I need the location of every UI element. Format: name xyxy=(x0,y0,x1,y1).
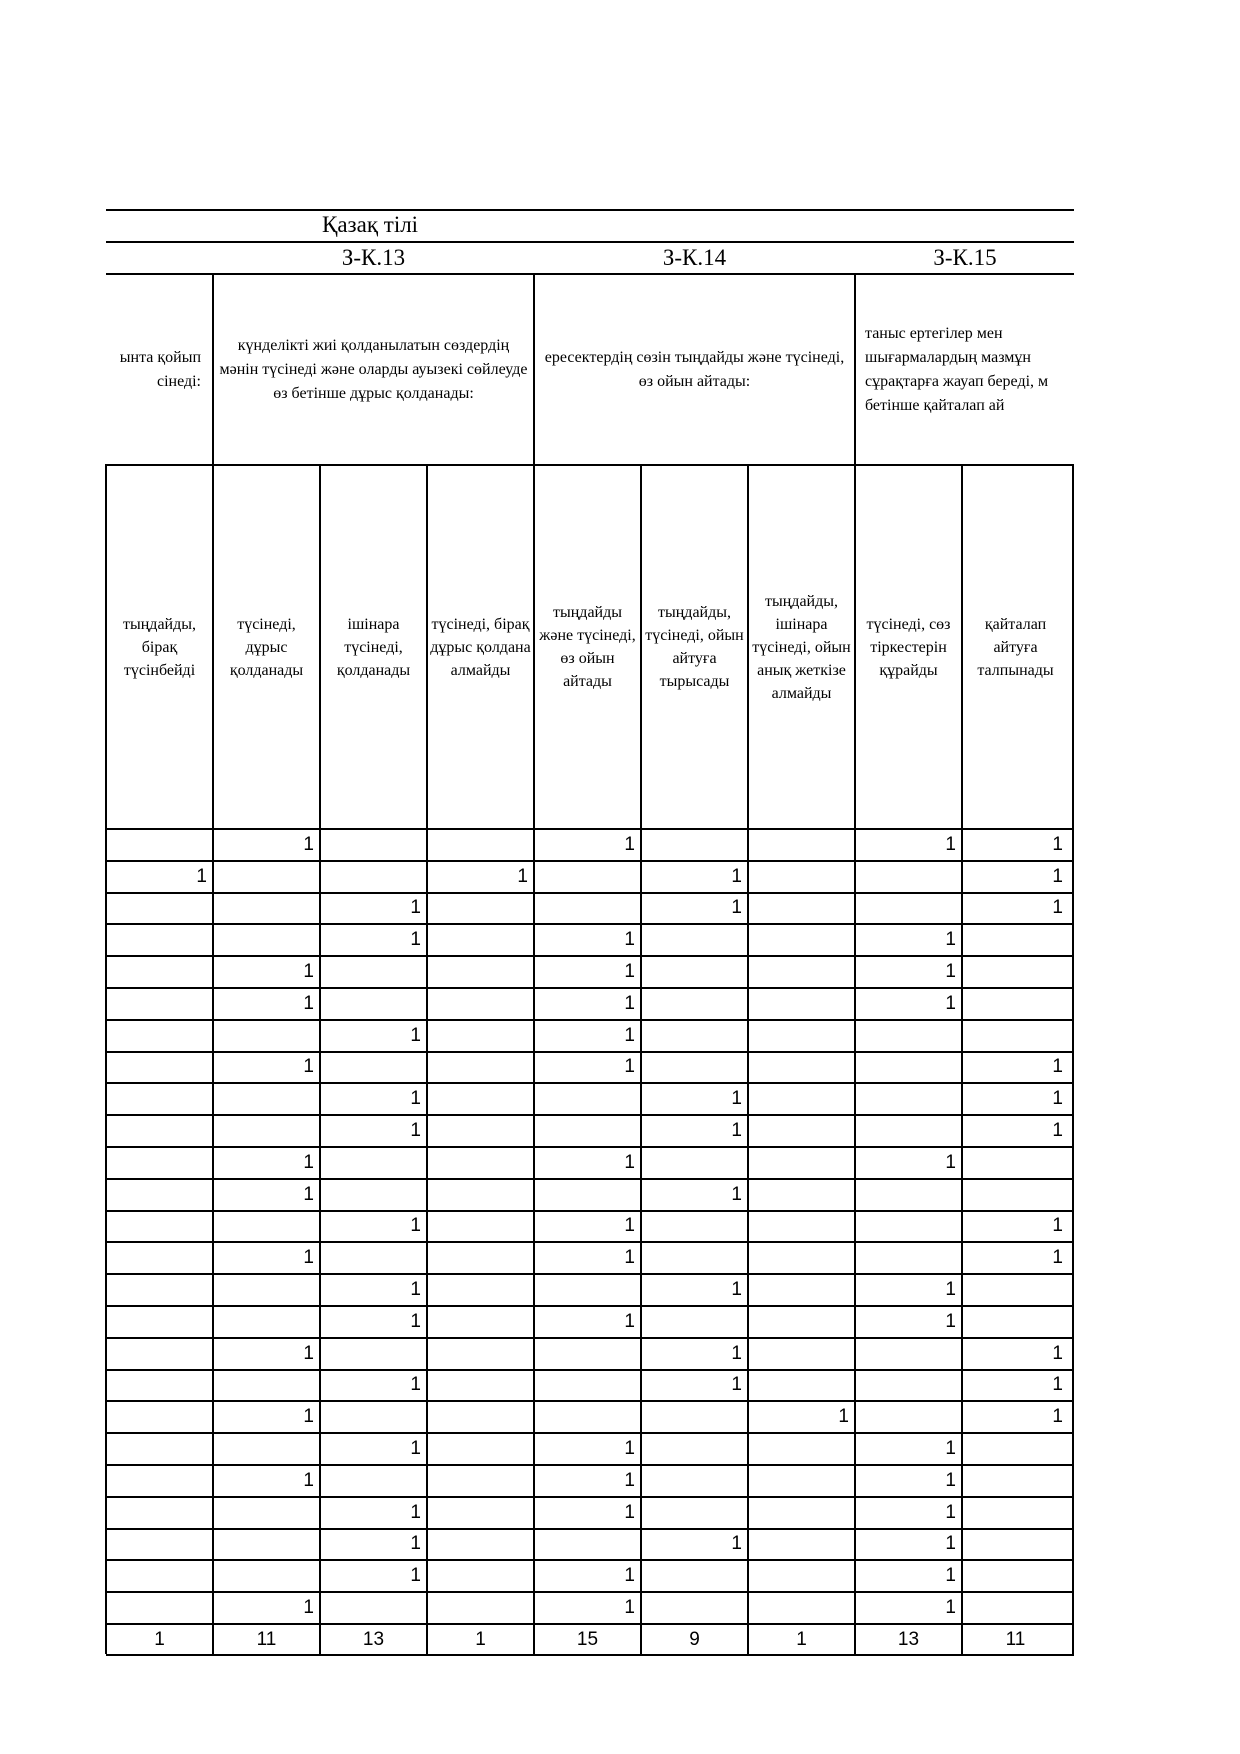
competency-description: таныс ертегілер мен шығармалардың мазмұн сұрақтарға жауап береді, м бетінше қайталап ай xyxy=(865,324,1049,414)
table-cell: 1 xyxy=(303,1056,314,1078)
table-cell: 1 xyxy=(945,1310,956,1332)
table-cell: 1 xyxy=(945,1501,956,1523)
table-cell: 1 xyxy=(731,1088,742,1110)
table-cell: 1 xyxy=(410,1533,421,1555)
table-cell: 1 xyxy=(731,1279,742,1301)
table-cell: 1 xyxy=(303,1469,314,1491)
competency-description: күнделікті жиі қолданылатын сөздердің мәнін түсінеді және оларды ауызекі сөйлеуде өз бетінше дұрыс қолданады: xyxy=(219,336,528,402)
total-cell: 11 xyxy=(1005,1628,1026,1650)
table-cell: 1 xyxy=(624,961,635,983)
table-cell: 1 xyxy=(303,992,314,1014)
table-cell: 1 xyxy=(1052,1088,1063,1110)
table-cell: 1 xyxy=(410,1088,421,1110)
competency-code: З-К.14 xyxy=(662,245,727,270)
table-cell: 1 xyxy=(303,1406,314,1428)
table-cell: 1 xyxy=(1052,1215,1063,1237)
table-cell: 1 xyxy=(624,1501,635,1523)
table-cell: 1 xyxy=(624,1310,635,1332)
table-cell: 1 xyxy=(945,1533,956,1555)
table-cell: 1 xyxy=(838,1406,849,1428)
table-cell: 1 xyxy=(410,1310,421,1332)
table-cell: 1 xyxy=(303,1247,314,1269)
table-cell: 1 xyxy=(624,1438,635,1460)
table-cell: 1 xyxy=(624,1469,635,1491)
rule-row xyxy=(106,1082,1074,1084)
criterion-header: түсінеді, дұрыс қолданады xyxy=(229,615,304,679)
total-cell: 11 xyxy=(256,1628,277,1650)
criterion-header: тыңдайды, ішінара түсінеді, ойын анық жеткізе алмайды xyxy=(752,592,851,702)
table-cell: 1 xyxy=(410,1024,421,1046)
criterion-header: түсінеді, сөз тіркестерін құрайды xyxy=(866,615,951,679)
table-cell: 1 xyxy=(410,1438,421,1460)
table-cell: 1 xyxy=(1052,833,1063,855)
table-cell: 1 xyxy=(731,1374,742,1396)
criterion-header: түсінеді, бірақ дұрыс қолдана алмайды xyxy=(430,615,531,679)
table-cell: 1 xyxy=(410,897,421,919)
competency-code: З-К.15 xyxy=(933,245,997,270)
rule-row xyxy=(106,892,1074,894)
table-cell: 1 xyxy=(731,865,742,887)
table-cell: 1 xyxy=(624,1247,635,1269)
rule-row xyxy=(106,1114,1074,1116)
table-cell: 1 xyxy=(624,992,635,1014)
table-cell: 1 xyxy=(303,833,314,855)
subject-title: Қазақ тілі xyxy=(322,212,419,237)
table-cell: 1 xyxy=(303,1597,314,1619)
table-cell: 1 xyxy=(410,1279,421,1301)
criterion-header: тыңдайды және түсінеді, өз ойын айтады xyxy=(539,604,636,690)
competency-description: ынта қойып сінеді: xyxy=(119,348,201,390)
competency-code: З-К.13 xyxy=(341,245,406,270)
table-cell: 1 xyxy=(196,865,207,887)
table-cell: 1 xyxy=(945,992,956,1014)
criterion-header: тыңдайды, бірақ түсінбейді xyxy=(123,615,196,679)
table-cell: 1 xyxy=(1052,897,1063,919)
total-cell: 1 xyxy=(475,1628,486,1650)
table-cell: 1 xyxy=(1052,1374,1063,1396)
rule-row xyxy=(106,1369,1074,1371)
table-cell: 1 xyxy=(410,1120,421,1142)
table-cell: 1 xyxy=(1052,865,1063,887)
table-cell: 1 xyxy=(945,961,956,983)
rule-bottom xyxy=(106,1654,1074,1656)
table-cell: 1 xyxy=(624,1056,635,1078)
table-cell: 1 xyxy=(731,1120,742,1142)
table-cell: 1 xyxy=(1052,1120,1063,1142)
table-cell: 1 xyxy=(945,1565,956,1587)
table-cell: 1 xyxy=(517,865,528,887)
table-cell: 1 xyxy=(410,1374,421,1396)
table-cell: 1 xyxy=(624,1151,635,1173)
table-cell: 1 xyxy=(945,929,956,951)
table-cell: 1 xyxy=(731,897,742,919)
table-cell: 1 xyxy=(945,1597,956,1619)
table-cell: 1 xyxy=(731,1183,742,1205)
table-cell: 1 xyxy=(303,1151,314,1173)
table-cell: 1 xyxy=(410,929,421,951)
table-cell: 1 xyxy=(410,1501,421,1523)
table-cell: 1 xyxy=(624,1565,635,1587)
table-cell: 1 xyxy=(1052,1342,1063,1364)
table-cell: 1 xyxy=(303,1183,314,1205)
criterion-header: қайталап айтуға талпынады xyxy=(977,615,1054,679)
table-cell: 1 xyxy=(945,1469,956,1491)
table-cell: 1 xyxy=(303,1342,314,1364)
criterion-header: тыңдайды, түсінеді, ойын айтуға тырысады xyxy=(645,604,744,690)
table-cell: 1 xyxy=(410,1565,421,1587)
total-cell: 13 xyxy=(362,1628,385,1650)
total-cell: 13 xyxy=(897,1628,920,1650)
table-cell: 1 xyxy=(945,833,956,855)
total-cell: 1 xyxy=(796,1628,807,1650)
table-cell: 1 xyxy=(624,833,635,855)
table-cell: 1 xyxy=(945,1438,956,1460)
table-cell: 1 xyxy=(731,1342,742,1364)
table-cell: 1 xyxy=(945,1151,956,1173)
table-cell: 1 xyxy=(1052,1056,1063,1078)
table-cell: 1 xyxy=(303,961,314,983)
table-cell: 1 xyxy=(624,1597,635,1619)
competency-description: ересектердің сөзін тыңдайды және түсінеді, өз ойын айтады: xyxy=(544,348,845,390)
table-cell: 1 xyxy=(410,1215,421,1237)
table-cell: 1 xyxy=(731,1533,742,1555)
rule-row xyxy=(106,860,1074,862)
table-cell: 1 xyxy=(1052,1247,1063,1269)
total-cell: 15 xyxy=(576,1628,599,1650)
table-cell: 1 xyxy=(945,1279,956,1301)
total-cell: 1 xyxy=(154,1628,165,1650)
total-cell: 9 xyxy=(689,1628,700,1650)
table-cell: 1 xyxy=(1052,1406,1063,1428)
table-cell: 1 xyxy=(624,1215,635,1237)
rule-right-edge xyxy=(1072,464,1074,1654)
table-cell: 1 xyxy=(624,1024,635,1046)
criterion-header: ішінара түсінеді, қолданады xyxy=(336,615,411,679)
table-cell: 1 xyxy=(624,929,635,951)
